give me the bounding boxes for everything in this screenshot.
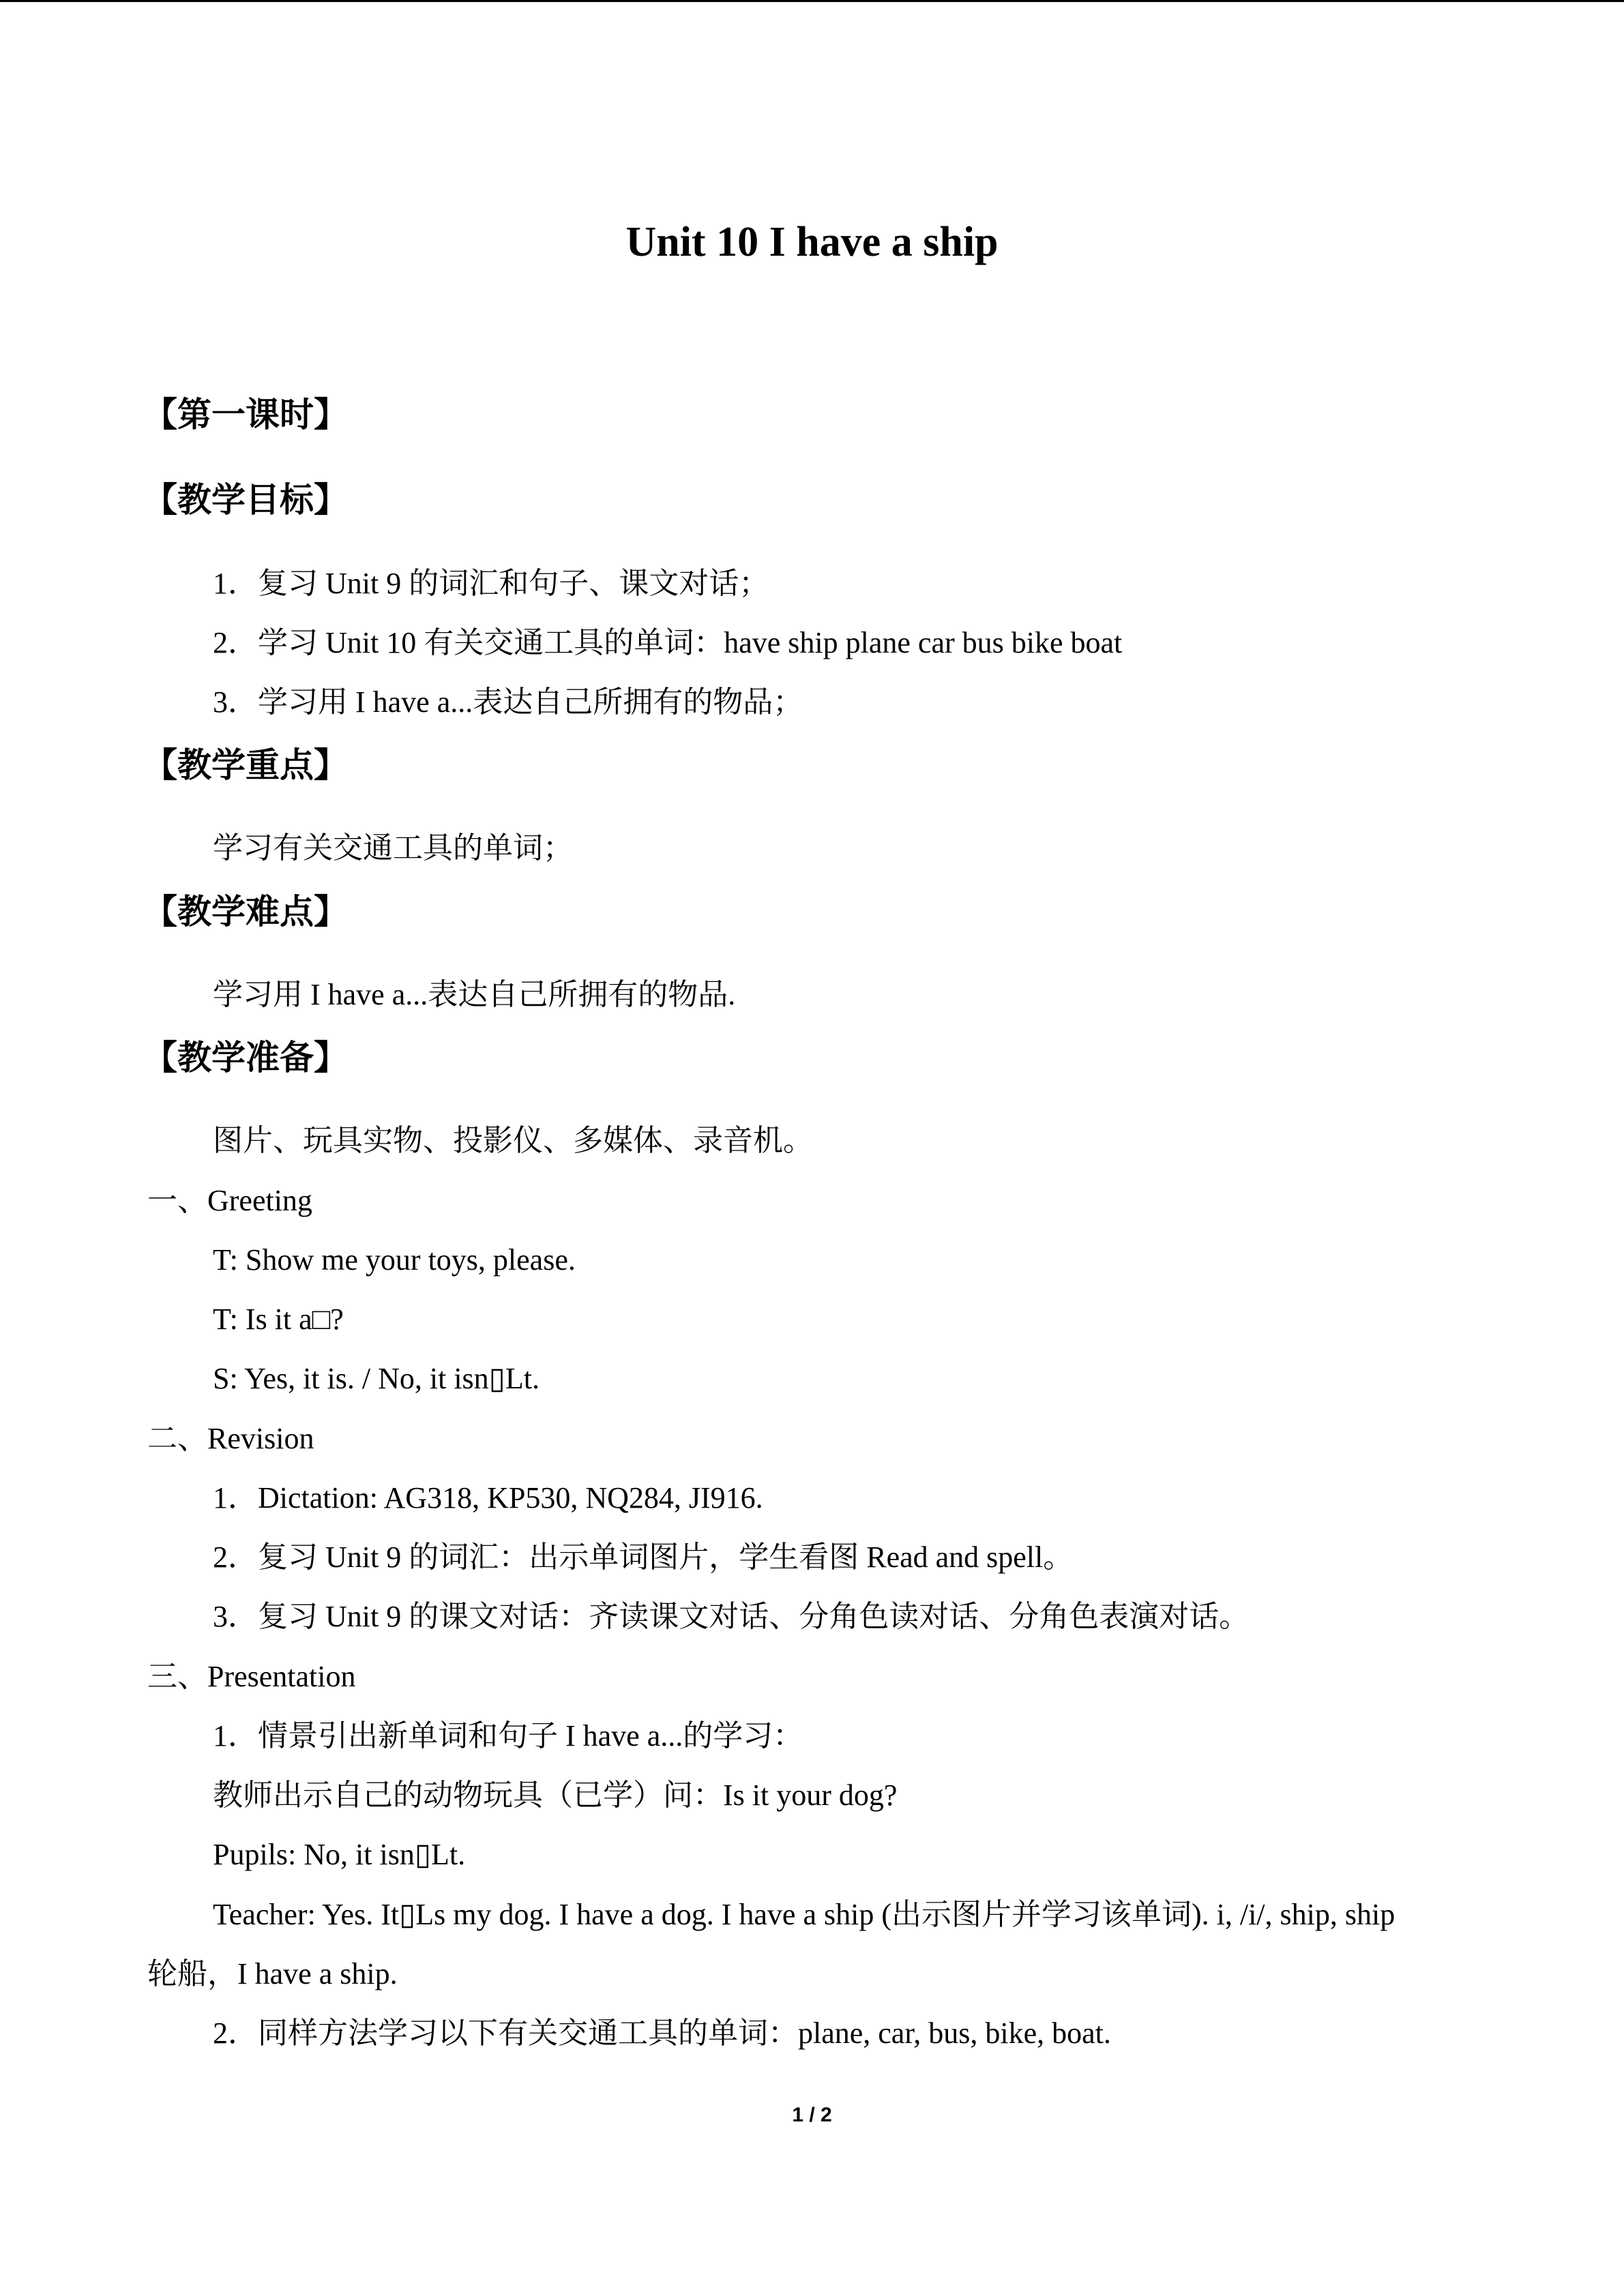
difficulties-text: 学习用 I have a...表达自己所拥有的物品. (213, 978, 736, 1011)
revision-line: 1．Dictation: AG318, KP530, NQ284, JI916. (213, 1481, 763, 1515)
presentation-line: Pupils: No, it isn▯Lt. (213, 1838, 466, 1871)
presentation-line: Teacher: Yes. It▯Ls my dog. I have a dog. I have a ship (出示图片并学习该单词). i, /i/, ship, ship (213, 1898, 1396, 1931)
heading-objectives: 【教学目标】 (143, 480, 348, 520)
document-title: Unit 10 I have a ship (625, 219, 999, 265)
presentation-line: 1．情景引出新单词和句子 I have a...的学习： (213, 1719, 803, 1753)
page-number: 1 / 2 (792, 2104, 832, 2126)
greeting-line: T: Is it a□? (213, 1302, 344, 1336)
objective-item: 2．学习 Unit 10 有关交通工具的单词：have ship plane car bus bike boat (213, 626, 1123, 659)
presentation-line: 教师出示自己的动物玩具（已学）问：Is it your dog? (213, 1778, 898, 1812)
section-heading-greeting: 一、Greeting (147, 1184, 312, 1217)
section-heading-revision: 二、Revision (147, 1422, 314, 1455)
heading-lesson: 【第一课时】 (143, 395, 348, 434)
revision-line: 3．复习 Unit 9 的课文对话：齐读课文对话、分角色读对话、分角色表演对话。 (213, 1600, 1250, 1633)
heading-key-points: 【教学重点】 (143, 745, 348, 785)
greeting-line: T: Show me your toys, please. (213, 1243, 576, 1277)
presentation-line: 2．同样方法学习以下有关交通工具的单词：plane, car, bus, bike, boat. (213, 2016, 1111, 2050)
top-border-line (0, 0, 1624, 2)
heading-difficulties: 【教学难点】 (143, 892, 348, 931)
objective-item: 3．学习用 I have a...表达自己所拥有的物品； (213, 685, 803, 719)
heading-preparation: 【教学准备】 (143, 1038, 348, 1077)
revision-line: 2．复习 Unit 9 的词汇：出示单词图片，学生看图 Read and spell。 (213, 1540, 1074, 1574)
presentation-line-continued: 轮船，I have a ship. (147, 1957, 398, 1991)
greeting-line: S: Yes, it is. / No, it isn▯Lt. (213, 1362, 540, 1395)
preparation-text: 图片、玩具实物、投影仪、多媒体、录音机。 (213, 1124, 813, 1157)
key-points-text: 学习有关交通工具的单词； (213, 831, 573, 865)
section-heading-presentation: 三、Presentation (147, 1660, 356, 1693)
objective-item: 1．复习 Unit 9 的词汇和句子、课文对话； (213, 567, 769, 600)
